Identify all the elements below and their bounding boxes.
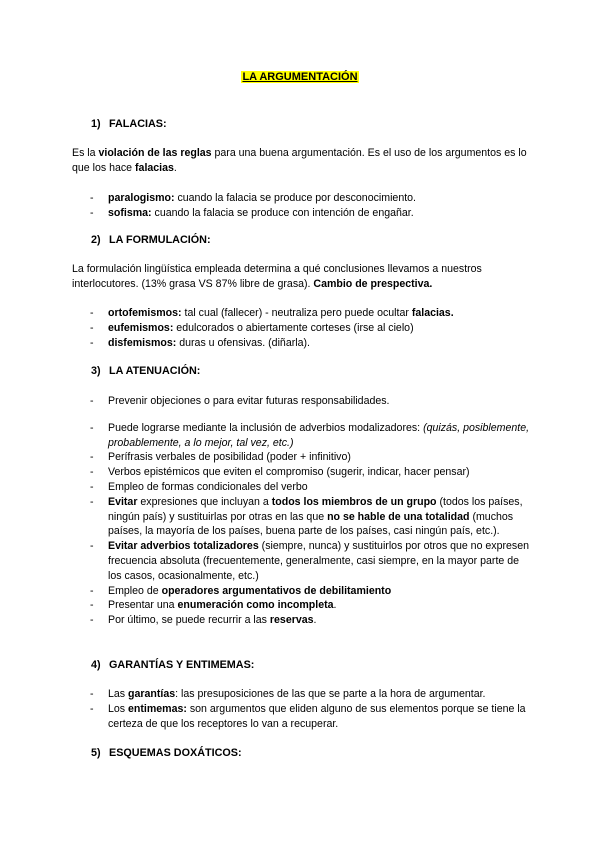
text-run: cuando la falacia se produce por desconocimiento. (174, 192, 416, 204)
bold-text: violación de las reglas (98, 147, 212, 159)
list-item (72, 702, 532, 732)
section-2-heading (91, 233, 211, 248)
list-item (72, 539, 532, 583)
section-number: 3) (91, 365, 101, 377)
list-item (72, 336, 532, 351)
list-item (72, 191, 532, 206)
list-item (72, 687, 532, 702)
document-title-text: LA ARGUMENTACIÓN (242, 71, 358, 83)
section-2-list (72, 306, 532, 350)
text-run: Las (108, 688, 129, 700)
text-run: Empleo de (108, 584, 162, 597)
list-item (72, 321, 532, 336)
text-run: . (173, 161, 177, 174)
list-item (72, 598, 532, 613)
text-run: edulcorados o abiertamente corteses (irse al cielo) (173, 321, 414, 334)
section-heading-text: LA FORMULACIÓN: (109, 234, 211, 246)
bold-text: no se hable de una totalidad (327, 510, 470, 523)
bold-text: falacias (135, 161, 174, 174)
bold-text: Evitar adverbios totalizadores (108, 540, 259, 553)
section-heading-text: ESQUEMAS DOXÁTICOS: (109, 747, 242, 759)
section-1-heading (91, 117, 167, 132)
list-item (72, 480, 532, 495)
bold-text: paralogismo: (108, 192, 175, 204)
bold-text: ortofemismos: (108, 307, 182, 319)
list-item (72, 421, 532, 451)
bold-text: eufemismos: (108, 321, 174, 334)
text-run: para una buena argumentación. Es el uso de los argumentos es lo que los hace (72, 147, 527, 174)
list-item (72, 306, 532, 321)
section-1-list (72, 191, 532, 221)
section-heading-text: LA ATENUACIÓN: (109, 365, 201, 377)
text-run: Puede lograrse mediante la inclusión de adverbios modalizadores: (108, 421, 424, 434)
text-run: Por último, se puede recurrir a las (108, 614, 270, 627)
section-3-list (72, 394, 532, 628)
bold-text: Cambio de prespectiva. (313, 277, 433, 290)
section-number: 4) (91, 659, 101, 671)
text-run: Es la (72, 147, 99, 159)
section-number: 2) (91, 234, 101, 246)
section-4-heading (91, 658, 254, 673)
text-run: La formulación lingüística empleada determina a qué conclusiones llevamos a nuestros interlocutores. (13% grasa VS 87% libre de grasa). (72, 263, 482, 290)
section-3-heading (91, 364, 200, 379)
section-heading-text: FALACIAS: (109, 118, 167, 130)
list-item (72, 206, 532, 221)
list-item (72, 613, 532, 628)
text-run: Perífrasis verbales de posibilidad (poder + infinitivo) (108, 451, 351, 464)
section-heading-text: GARANTÍAS Y ENTIMEMAS: (109, 659, 255, 671)
bold-text: Evitar (108, 495, 138, 508)
bold-text: falacias. (411, 307, 454, 319)
section-2-intro (72, 262, 532, 292)
text-run: Empleo de formas condicionales del verbo (108, 480, 308, 493)
section-number: 1) (91, 118, 101, 130)
list-item (72, 450, 532, 465)
text-run: expresiones que incluyan a (137, 495, 272, 508)
text-run: : las presuposiciones de las que se parte a la hora de argumentar. (175, 688, 486, 700)
document-title (0, 70, 600, 85)
list-item (72, 394, 532, 409)
section-number: 5) (91, 747, 101, 759)
list-item (72, 495, 532, 539)
text-run: duras u ofensivas. (diñarla). (176, 336, 310, 349)
section-1-intro (72, 146, 532, 176)
text-run: tal cual (fallecer) - neutraliza pero puede ocultar (181, 307, 412, 319)
text-run: Verbos epistémicos que eviten el compromiso (sugerir, indicar, hacer pensar) (108, 466, 470, 479)
bold-text: entimemas: (128, 702, 187, 715)
bold-text: enumeración como incompleta (177, 599, 334, 612)
italic-text: (quizás, posiblemente, probablemente, a lo mejor, tal vez, etc.) (108, 421, 530, 449)
text-run: cuando la falacia se produce con intención de engañar. (151, 206, 414, 219)
text-run: Los (108, 702, 129, 715)
bold-text: todos los miembros de un grupo (271, 495, 437, 508)
text-run: (muchos países, la mayoría de los países, buena parte de los países, casi ningún país, etc.). (108, 510, 514, 538)
text-run: (todos los países, ningún país) y sustituirlas por otras en las que (108, 495, 523, 523)
list-item (72, 465, 532, 480)
text-run: Prevenir objeciones o para evitar futuras responsabilidades. (108, 395, 390, 407)
text-run: . (313, 614, 317, 627)
text-run: (siempre, nunca) y sustituirlos por otros que no expresen frecuencia absoluta (frecuentemente, generalmente, casi siempre, en la mayor parte de los casos, ocasionalmente, etc.) (108, 540, 529, 582)
section-5-heading (91, 746, 242, 761)
bold-text: disfemismos: (108, 336, 177, 349)
text-run: son argumentos que eliden alguno de sus elementos porque se tiene la certeza de que los receptores lo van a recuperar. (108, 702, 526, 730)
text-run: . (333, 599, 337, 612)
section-4-list (72, 687, 532, 731)
text-run: Presentar una (108, 599, 178, 612)
bold-text: sofisma: (108, 206, 152, 219)
bold-text: operadores argumentativos de debilitamiento (161, 584, 392, 597)
bold-text: reservas (269, 614, 314, 627)
list-item (72, 584, 532, 599)
bold-text: garantías (128, 688, 176, 700)
